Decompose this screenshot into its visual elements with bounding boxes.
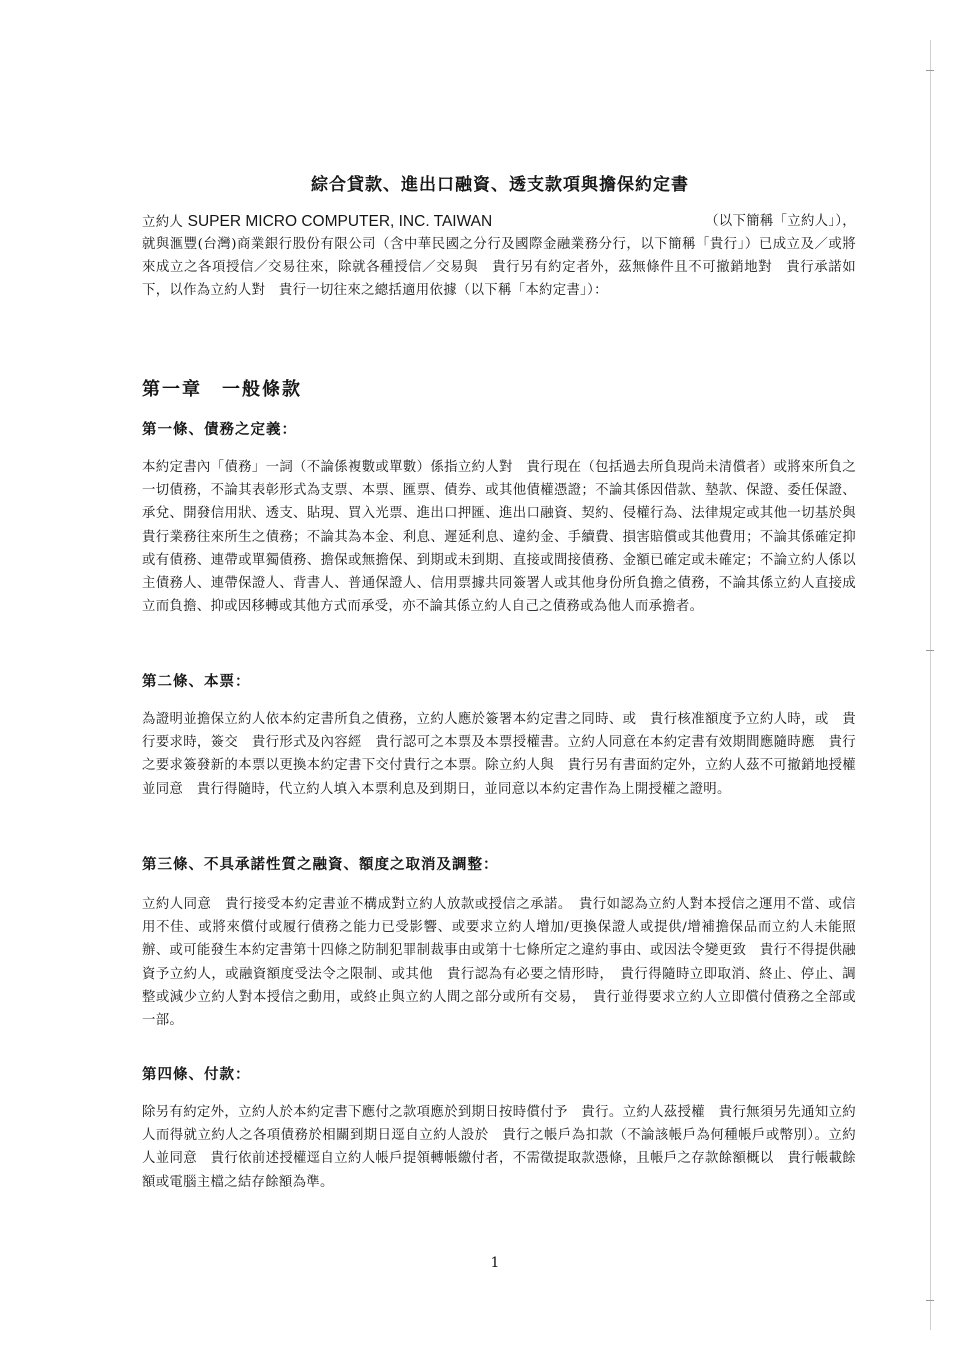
- article-4-heading: 第四條、付款：: [142, 1066, 251, 1083]
- page-number: 1: [490, 1255, 500, 1271]
- preamble-party-line: [142, 210, 856, 234]
- chapter-heading: 第一章 一般條款: [142, 379, 302, 400]
- article-4-body: 除另有約定外，立約人於本約定書下應付之款項應於到期日按時償付予 貴行。立約人茲授權 貴行無須另先通知立約人而得就立約人之各項債務於相關到期日逕自立約人設於 貴行之帳戶為扣款（不論該帳戶為何種帳戶或幣別）。立約人並同意 貴行依前述授權逕自立約人帳戶提領轉帳繳付者，不需徵提取款憑條，且帳戶之存款餘額概以 貴行帳載餘額或電腦主檔之結存餘額為準。: [142, 1105, 856, 1190]
- party-short-name: （以下簡稱「立約人」），: [705, 214, 856, 229]
- article-1-heading: 第一條、債務之定義：: [142, 421, 297, 438]
- party-name: SUPER MICRO COMPUTER, INC. TAIWAN: [187, 213, 493, 230]
- preamble-body: 就與滙豐(台灣)商業銀行股份有限公司（含中華民國之分行及國際金融業務分行，以下簡稱「貴行」）已成立及／或將來成立之各項授信／交易往來，除就各種授信／交易與 貴行另有約定者外，茲無條件且不可撤銷地對 貴行承諾如下，以作為立約人對 貴行一切往來之總括適用依據（以下稱「本約定書」）：: [142, 237, 856, 299]
- page-edge-tick: [926, 650, 934, 651]
- page-edge-tick: [926, 1300, 934, 1301]
- article-3-heading: 第三條、不具承諾性質之融資、額度之取消及調整：: [142, 856, 499, 873]
- article-2-body: 為證明並擔保立約人依本約定書所負之債務，立約人應於簽署本約定書之同時、或 貴行核准額度予立約人時，或 貴行要求時，簽交 貴行形式及內容經 貴行認可之本票及本票授權書。立約人同意在本約定書有效期間應隨時應 貴行之要求簽發新的本票以更換本約定書下交付貴行之本票。除立約人與 貴行另有書面約定外，立約人茲不可撤銷地授權並同意 貴行得隨時，代立約人填入本票利息及到期日，並同意以本約定書作為上開授權之證明。: [142, 712, 856, 797]
- article-2-heading: 第二條、本票：: [142, 673, 251, 690]
- page-edge-line: [930, 40, 931, 1330]
- page-edge-tick: [926, 70, 934, 71]
- article-3-body: 立約人同意 貴行接受本約定書並不構成對立約人放款或授信之承諾。 貴行如認為立約人對本授信之運用不當、或信用不佳、或將來償付或履行債務之能力已受影響、或要求立約人增加/更換保證人或提供/增補擔保品而立約人未能照辦、或可能發生本約定書第十四條之防制犯罪制裁事由或第十七條所定之違約事由、或因法令變更致 貴行不得提供融資予立約人，或融資額度受法令之限制、或其他 貴行認為有必要之情形時， 貴行得隨時立即取消、終止、停止、調整或減少立約人對本授信之動用，或終止與立約人間之部分或所有交易， 貴行並得要求立約人立即償付債務之全部或一部。: [142, 897, 856, 1029]
- article-1-body: 本約定書內「債務」一詞（不論係複數或單數）係指立約人對 貴行現在（包括過去所負現尚未清償者）或將來所負之一切債務，不論其表彰形式為支票、本票、匯票、債券、或其他債權憑證；不論其係因借款、墊款、保證、委任保證、承兌、開發信用狀、透支、貼現、買入光票、進出口押匯、進出口融資、契約、侵權行為、法律規定或其他一切基於與 貴行業務往來所生之債務；不論其為本金、利息、遲延利息、違約金、手續費、損害賠償或其他費用；不論其係確定抑或有債務、連帶或單獨債務、擔保或無擔保、到期或未到期、直接或間接債務、金額已確定或未確定；不論立約人係以主債務人、連帶保證人、背書人、普通保證人、信用票據共同簽署人或其他身份所負擔之債務，不論其係立約人直接成立而負擔、抑或因移轉或其他方式而承受，亦不論其係立約人自己之債務或為他人而承擔者。: [142, 460, 870, 615]
- document-title: 綜合貸款、進出口融資、透支款項與擔保約定書: [311, 175, 689, 195]
- party-label: 立約人: [142, 215, 184, 230]
